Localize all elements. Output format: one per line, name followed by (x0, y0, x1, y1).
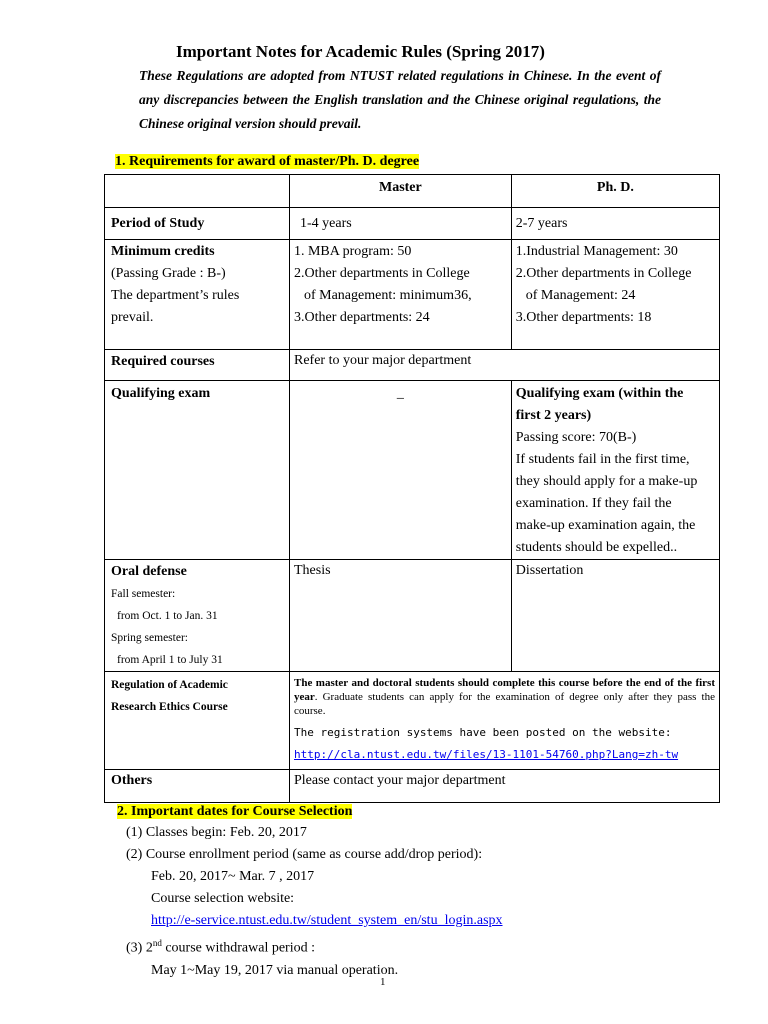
qualifying-master: _ (289, 381, 511, 560)
table-row-oral (105, 560, 720, 672)
ethics-content (289, 672, 719, 770)
credits-label-sub3: prevail. (111, 310, 154, 325)
requirements-table (104, 174, 720, 803)
credits-label-cell (105, 240, 290, 350)
credits-phd-line: 2.Other departments in College (515, 266, 692, 281)
qualifying-phd-line: students should be expelled.. (515, 540, 678, 555)
dates-item-2-link-wrap (126, 910, 503, 932)
qualifying-label: Qualifying exam (105, 381, 290, 560)
oral-master: Thesis (289, 560, 511, 672)
page-number: 1 (380, 976, 386, 988)
qualifying-phd-line: make-up examination again, the (515, 518, 696, 533)
period-master: 1-4 years (289, 208, 511, 240)
header-empty-cell (105, 175, 290, 208)
ethics-label: Research Ethics Course (111, 701, 228, 713)
credits-phd-line: 1.Industrial Management: 30 (515, 244, 678, 259)
credits-master-line: 3.Other departments: 24 (293, 310, 430, 325)
credits-label-sub1: (Passing Grade : B-) (111, 266, 226, 281)
credits-master-line: 2.Other departments in College (293, 266, 470, 281)
table-row-credits (105, 240, 720, 350)
dates-list (126, 822, 503, 982)
oral-fall-label: Fall semester: (111, 588, 176, 600)
course-selection-link[interactable]: http://e-service.ntust.edu.tw/student_system_en/stu_login.aspx (151, 913, 503, 928)
table-row-required (105, 350, 720, 381)
section2-heading: 2. Important dates for Course Selection (117, 804, 353, 819)
qualifying-phd-line: If students fail in the first time, (515, 452, 690, 467)
credits-label: Minimum credits (111, 244, 215, 259)
oral-spring-label: Spring semester: (111, 632, 188, 644)
dates-item-3: (3) 2nd course withdrawal period : (126, 938, 316, 956)
dates-item-2-dates: Feb. 20, 2017~ Mar. 7 , 2017 (151, 869, 315, 884)
period-phd: 2-7 years (511, 208, 719, 240)
credits-label-sub2: The department’s rules (111, 288, 240, 303)
section1-heading: 1. Requirements for award of master/Ph. D. degree (115, 154, 420, 169)
dates-item-1: (1) Classes begin: Feb. 20, 2017 (126, 825, 307, 840)
oral-fall-dates: from Oct. 1 to Jan. 31 (117, 610, 218, 622)
credits-phd-cell (511, 240, 719, 350)
header-phd: Ph. D. (511, 175, 719, 208)
ethics-text: The master and doctoral students should complete this course before the end of the first year. Graduate students can apply for the examination of degree only after they pass the course. (293, 677, 715, 717)
qualifying-phd-line: they should apply for a make-up (515, 474, 698, 489)
qualifying-phd-cell (511, 381, 719, 560)
credits-master-line: 1. MBA program: 50 (293, 244, 412, 259)
table-row-period (105, 208, 720, 240)
oral-label-cell (105, 560, 290, 672)
dates-item-2: (2) Course enrollment period (same as course add/drop period): (126, 847, 483, 862)
others-value: Please contact your major department (289, 770, 719, 803)
qualifying-phd-title: Qualifying exam (within the (515, 386, 684, 401)
credits-master-line: of Management: minimum36, (303, 288, 472, 303)
ethics-registration-note: The registration systems have been posted on the website: (293, 726, 672, 739)
page-title: Important Notes for Academic Rules (Spring 2017) (176, 42, 545, 61)
oral-phd: Dissertation (511, 560, 719, 672)
required-label: Required courses (105, 350, 290, 381)
table-row-others (105, 770, 720, 803)
credits-master-cell (289, 240, 511, 350)
credits-phd-line: 3.Other departments: 18 (515, 310, 652, 325)
qualifying-phd-line: examination. If they fail the (515, 496, 672, 511)
header-master: Master (289, 175, 511, 208)
dates-item-3-dates: May 1~May 19, 2017 via manual operation. (151, 962, 399, 978)
table-header-row (105, 175, 720, 208)
dates-item-2-site-label: Course selection website: (151, 891, 295, 906)
qualifying-phd-title: first 2 years) (515, 408, 592, 423)
qualifying-phd-line: Passing score: 70(B-) (515, 430, 637, 445)
ethics-label: Regulation of Academic (111, 679, 228, 691)
oral-label: Oral defense (111, 564, 187, 579)
credits-phd-line: of Management: 24 (525, 288, 636, 303)
others-label: Others (105, 770, 290, 803)
required-value: Refer to your major department (289, 350, 719, 381)
ethics-link[interactable]: http://cla.ntust.edu.tw/files/13-1101-54760.php?Lang=zh-tw (293, 748, 679, 761)
ethics-link-wrap (294, 748, 715, 762)
ethics-label-cell (105, 672, 290, 770)
period-label: Period of Study (105, 208, 290, 240)
oral-spring-dates: from April 1 to July 31 (117, 654, 223, 666)
intro-note: These Regulations are adopted from NTUST related regulations in Chinese. In the event of any discrepancies between the English translation and the Chinese original regulations, the Chinese original version should prevail. (139, 68, 661, 131)
table-row-qualifying (105, 381, 720, 560)
table-row-ethics (105, 672, 720, 770)
